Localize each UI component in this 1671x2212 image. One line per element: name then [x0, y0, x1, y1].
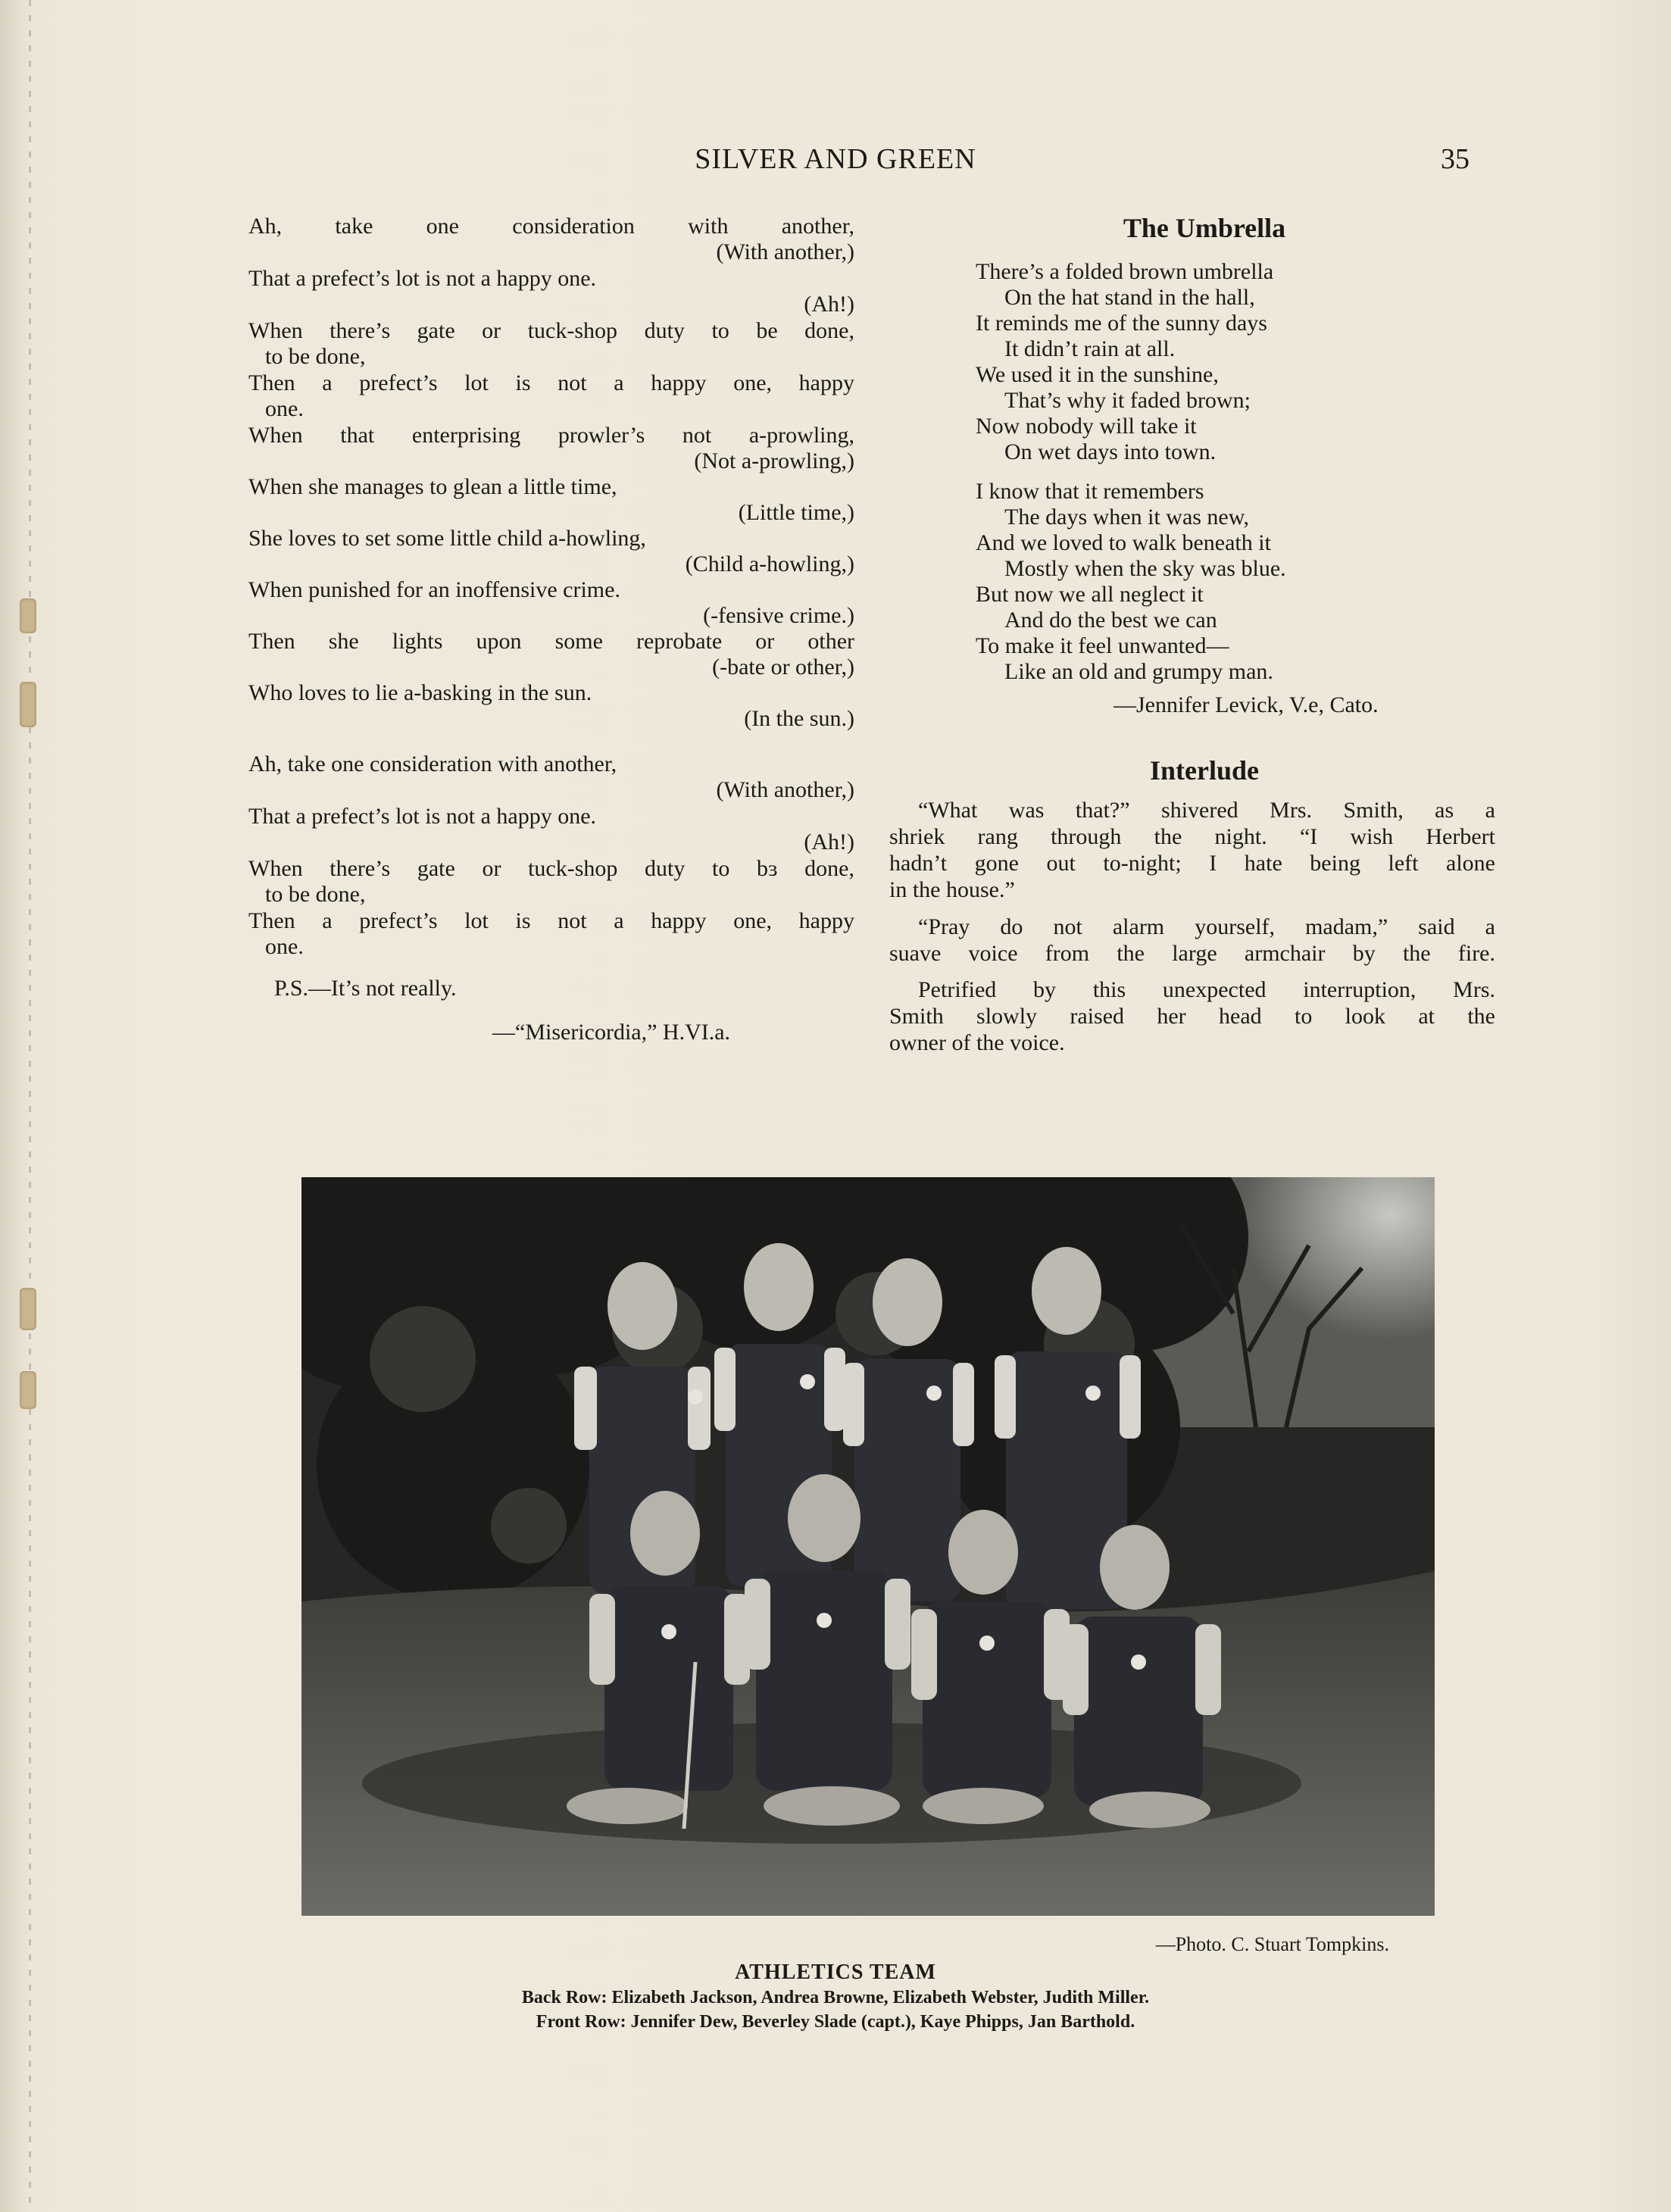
poem-line: (Child a-howling,)	[685, 551, 854, 576]
poem-line: (In the sun.)	[744, 706, 854, 731]
poem-line: Then a prefect’s lot is not a happy one, happy	[248, 908, 854, 933]
team-photograph	[301, 1177, 1435, 1916]
staple-mark	[20, 682, 36, 727]
poem-line: When there’s gate or tuck-shop duty to bɜ done,	[248, 856, 854, 881]
poem-signature: —Jennifer Levick, V.e, Cato.	[1113, 692, 1379, 717]
prose-line: owner of the voice.	[889, 1030, 1065, 1055]
prose-line: hadn’t gone out to-night; I hate being left alone	[889, 851, 1495, 876]
poem-line: There’s a folded brown umbrella	[976, 259, 1274, 284]
poem-line: That a prefect’s lot is not a happy one.	[248, 266, 597, 291]
prose-line: suave voice from the large armchair by the fire.	[889, 941, 1495, 966]
poem-line: (-fensive crime.)	[703, 603, 854, 628]
postscript: P.S.—It’s not really.	[274, 976, 457, 1001]
poem-line: Like an old and grumpy man.	[1004, 659, 1273, 684]
poem-line: That a prefect’s lot is not a happy one.	[248, 804, 597, 829]
poem-line: When punished for an inoffensive crime.	[248, 577, 620, 602]
poem-line: (Ah!)	[804, 830, 854, 854]
prose-line: in the house.”	[889, 877, 1015, 902]
poem-line: When that enterprising prowler’s not a-prowling,	[248, 423, 854, 448]
prose-line: Smith slowly raised her head to look at the	[889, 1004, 1495, 1029]
poem-line: When she manages to glean a little time,	[248, 474, 617, 499]
running-header: SILVER AND GREEN	[695, 143, 976, 175]
poem-line: (Not a-prowling,)	[694, 448, 854, 473]
poem-line: Ah, take one consideration with another,	[248, 214, 854, 239]
poem-signature: —“Misericordia,” H.VI.a.	[492, 1020, 731, 1045]
poem-line: (With another,)	[716, 239, 854, 264]
poem-line: to be done,	[265, 882, 366, 907]
poem-line: That’s why it faded brown;	[1004, 388, 1251, 413]
caption-title: ATHLETICS TEAM	[735, 1960, 936, 1984]
interlude-title: Interlude	[1150, 755, 1259, 786]
prose-line: “Pray do not alarm yourself, madam,” said a	[918, 914, 1495, 939]
poem-line: (-bate or other,)	[712, 655, 854, 680]
poem-line: And we loved to walk beneath it	[976, 530, 1271, 555]
poem-line: one.	[265, 934, 304, 959]
poem-line: Mostly when the sky was blue.	[1004, 556, 1286, 581]
poem-line: On the hat stand in the hall,	[1004, 285, 1255, 310]
poem-line: When there’s gate or tuck-shop duty to be done,	[248, 318, 854, 343]
binding-stitch-line	[29, 0, 31, 2212]
staple-mark	[20, 598, 36, 633]
poem-line: to be done,	[265, 344, 366, 369]
poem-line: Who loves to lie a-basking in the sun.	[248, 680, 592, 705]
prose-line: “What was that?” shivered Mrs. Smith, as a	[918, 798, 1495, 823]
caption-back-row: Back Row: Elizabeth Jackson, Andrea Browne, Elizabeth Webster, Judith Miller.	[521, 1988, 1150, 2007]
poem-line: one.	[265, 396, 304, 421]
umbrella-title: The Umbrella	[1123, 213, 1286, 243]
poem-line: To make it feel unwanted—	[976, 633, 1229, 658]
poem-line: She loves to set some little child a-howling,	[248, 526, 646, 551]
photo-image	[301, 1177, 1435, 1916]
prose-line: Petrified by this unexpected interruption, Mrs.	[918, 977, 1495, 1002]
poem-line: On wet days into town.	[1004, 439, 1217, 464]
poem-line: The days when it was new,	[1004, 505, 1249, 530]
poem-line: I know that it remembers	[976, 479, 1204, 504]
poem-line: Now nobody will take it	[976, 414, 1197, 439]
caption-front-row: Front Row: Jennifer Dew, Beverley Slade (capt.), Kaye Phipps, Jan Barthold.	[536, 2012, 1135, 2032]
staple-mark	[20, 1371, 36, 1409]
poem-line: It didn’t rain at all.	[1004, 336, 1176, 361]
prose-line: shriek rang through the night. “I wish Herbert	[889, 824, 1495, 849]
poem-line: Then she lights upon some reprobate or other	[248, 629, 854, 654]
photo-credit: —Photo. C. Stuart Tompkins.	[1155, 1933, 1389, 1955]
poem-line: (With another,)	[716, 777, 854, 802]
poem-line: Ah, take one consideration with another,	[248, 751, 617, 776]
poem-line: Then a prefect’s lot is not a happy one, happy	[248, 370, 854, 395]
poem-line: But now we all neglect it	[976, 582, 1204, 607]
page-number: 35	[1441, 143, 1470, 175]
staple-mark	[20, 1288, 36, 1330]
poem-line: (Ah!)	[804, 292, 854, 317]
poem-line: (Little time,)	[738, 500, 854, 525]
poem-line: And do the best we can	[1004, 608, 1217, 633]
poem-line: It reminds me of the sunny days	[976, 311, 1267, 336]
poem-line: We used it in the sunshine,	[976, 362, 1219, 387]
